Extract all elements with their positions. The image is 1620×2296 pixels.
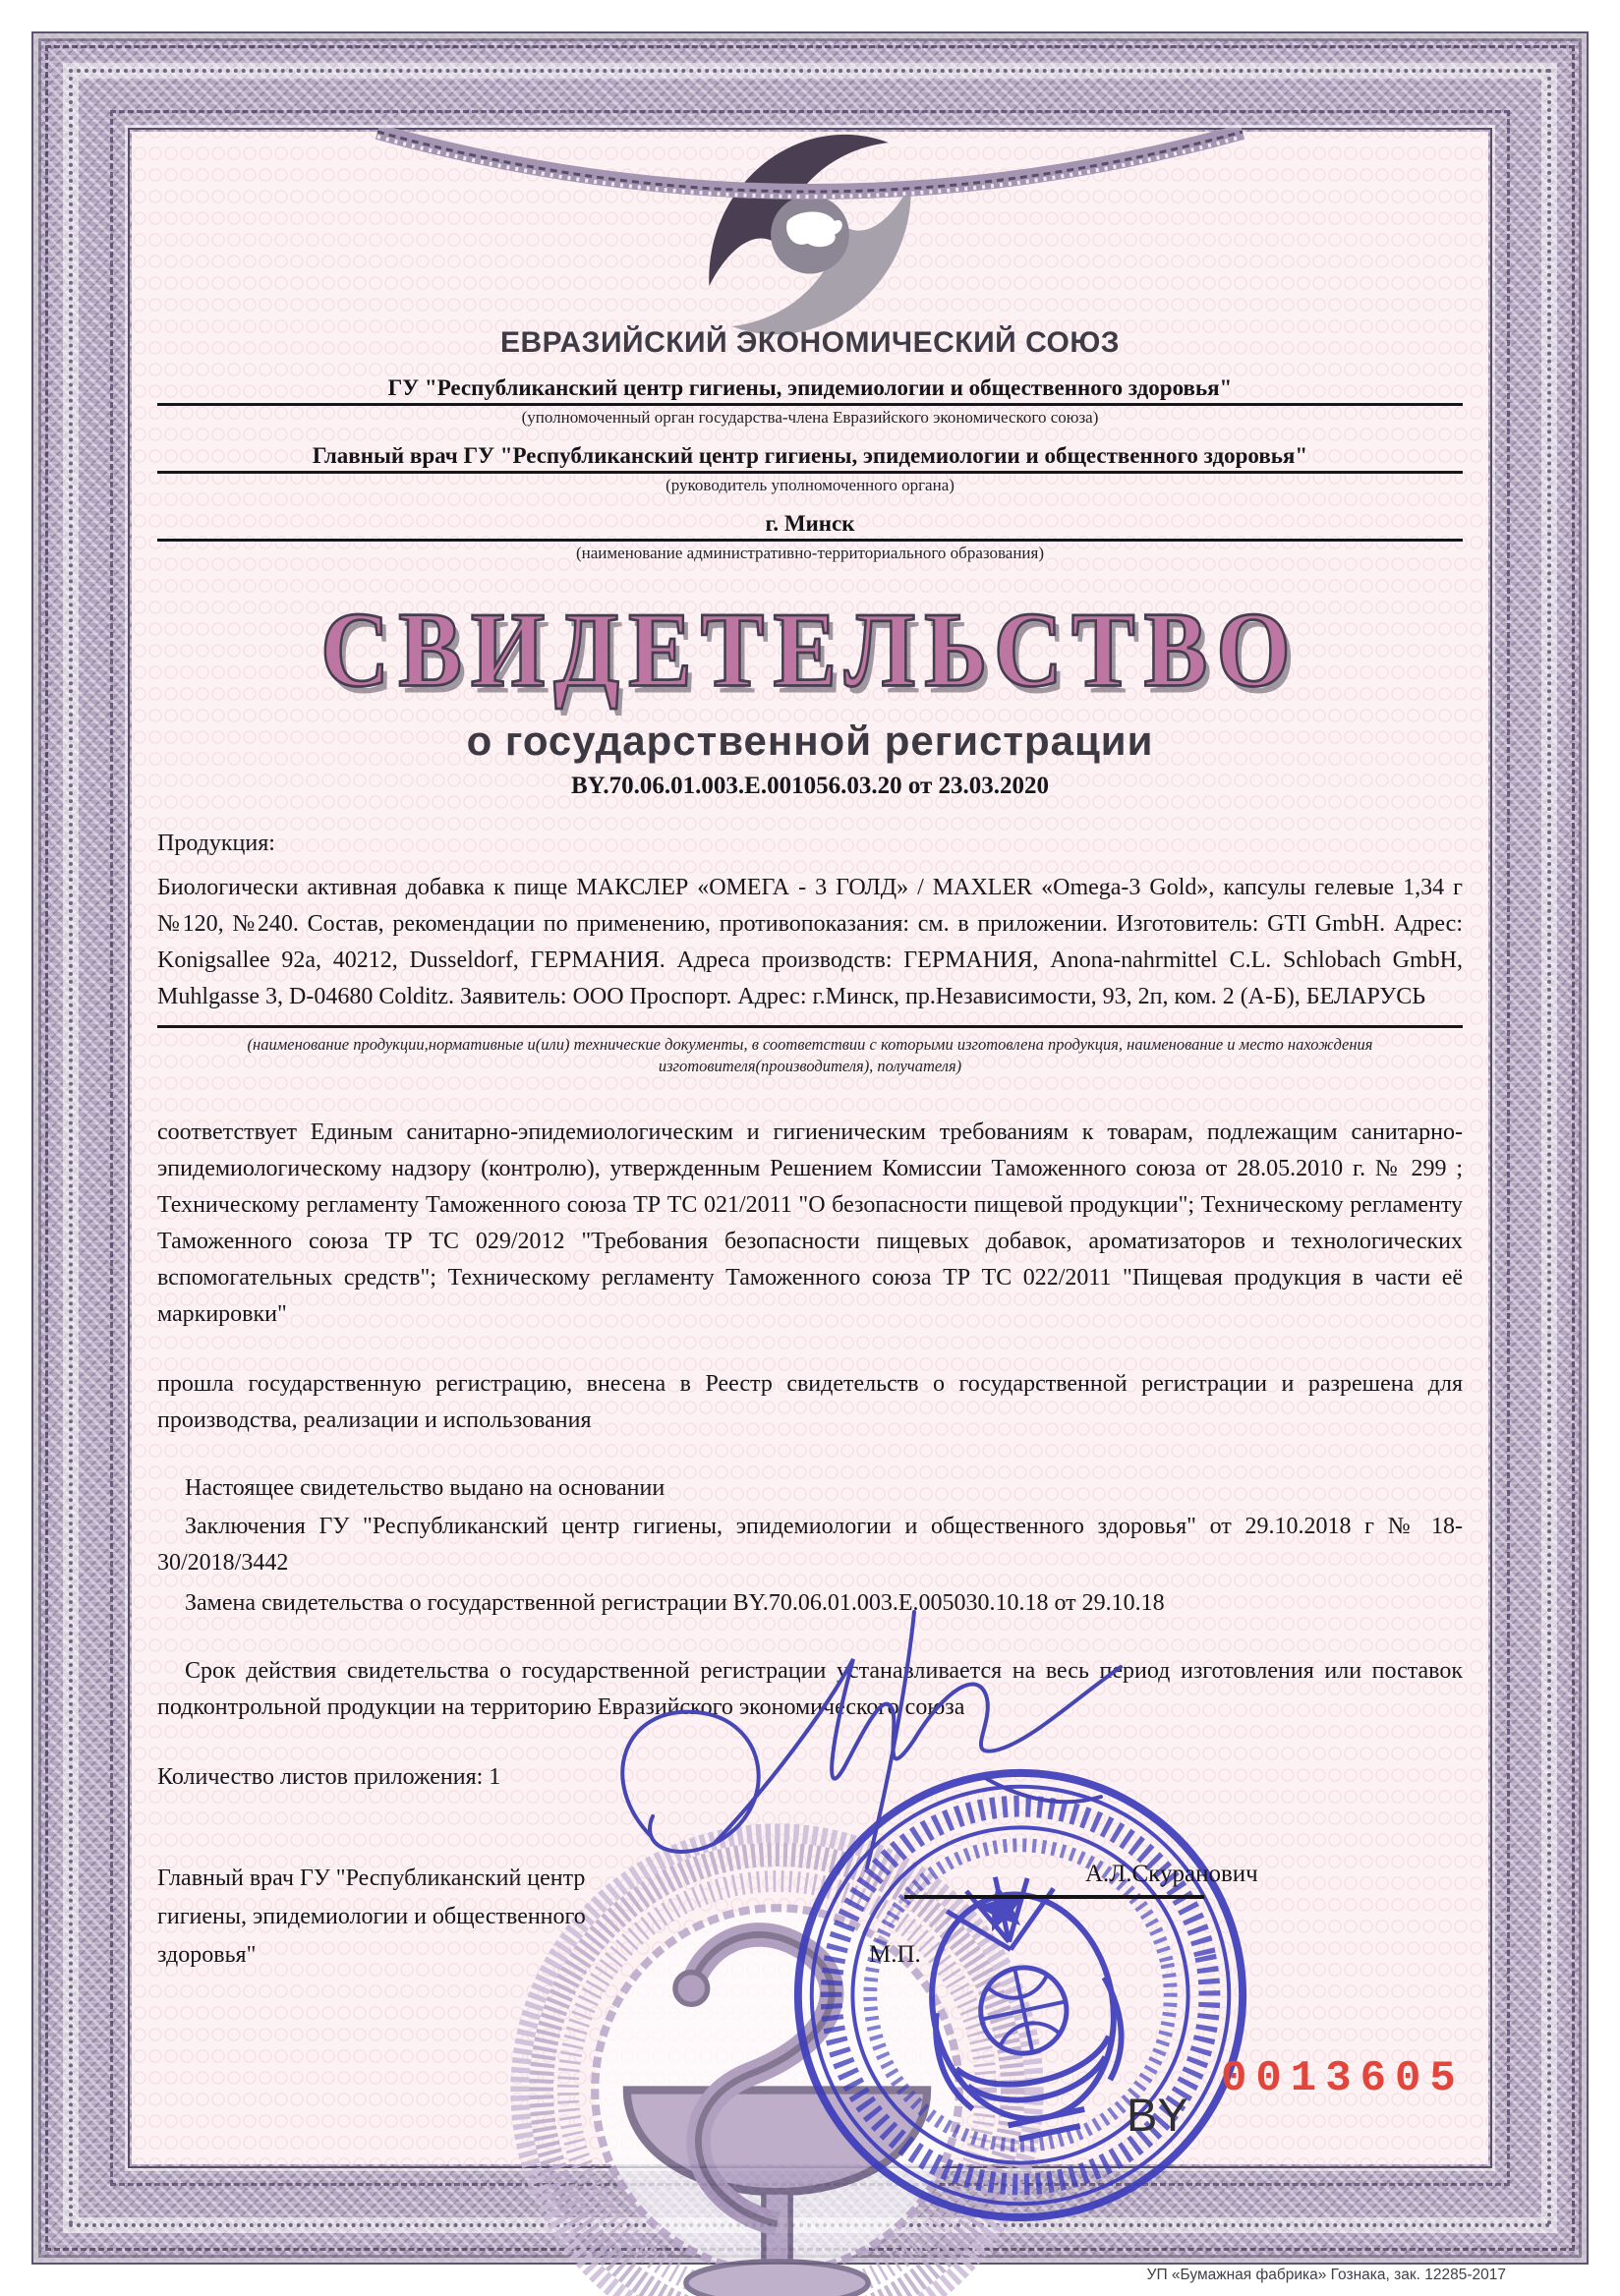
authority-head-field [157,443,1463,495]
product-caption: (наименование продукции,нормативные и(или) технические документы, в соответствии с которыми изготовлена продукция, наименование и место нахождения изготовителя(производителя), получателя) [247,1035,1373,1075]
city-name: г. Минск [765,511,855,536]
attachments-line: Количество листов приложения: 1 [157,1764,501,1790]
issuing-authority-field [157,375,1463,428]
issuing-authority-caption: (уполномоченный орган государства-члена Евразийского экономического союза) [521,408,1099,427]
document-title: СВИДЕТЕЛЬСТВО [320,591,1300,710]
authority-head-caption: (руководитель уполномоченного органа) [665,476,955,494]
seal-place-note: М.П. [869,1941,921,1968]
divider-line [157,1025,1463,1028]
city-caption: (наименование административно-территориального образования) [575,544,1045,562]
divider-line [157,471,1463,474]
authority-head-title: Главный врач ГУ "Республиканский центр гигиены, эпидемиологии и общественного здоровья" [312,443,1308,468]
compliance-paragraph: соответствует Единым санитарно-эпидемиологическим и гигиеническим требованиям к товарам, подлежащим санитарно-эпидемиологическому надзору (контролю), утвержденным Решением Комиссии Таможенного союза от 28.05.2010 г. № 299 ; Техническому регламенту Таможенного союза ТР ТС 021/2011 "О безопасности пищевой продукции"; Техническому регламенту Таможенного союза ТР ТС 029/2012 "Требования безопасности пищевых добавок, ароматизаторов и технологических вспомогательных средств"; Техническому регламенту Таможенного союза ТР ТС 022/2011 "Пищевая продукция в части её маркировки" [157,1119,1463,1327]
form-serial-number: 0013605 [1221,2054,1465,2103]
registration-paragraph: прошла государственную регистрацию, внесена в Реестр свидетельств о государственной регистрации и разрешена для производства, реализации и использования [157,1371,1463,1433]
basis-intro: Настоящее свидетельство выдано на основании [185,1475,665,1501]
document-subtitle: о государственной регистрации [466,718,1154,764]
union-name: ЕВРАЗИЙСКИЙ ЭКОНОМИЧЕСКИЙ СОЮЗ [499,326,1121,359]
basis-conclusion: Заключения ГУ "Республиканский центр гигиены, эпидемиологии и общественного здоровья" от 29.10.2018 г № 18-30/2018/3442 [157,1514,1463,1576]
basis-replacement: Замена свидетельства о государственной регистрации BY.70.06.01.003.E.005030.10.18 от 29.10.18 [185,1590,1165,1616]
printer-note: УП «Бумажная фабрика» Гознака, зак. 12285-2017 [1146,2267,1506,2283]
issuing-authority-name: ГУ "Республиканский центр гигиены, эпидемиологии и общественного здоровья" [387,375,1233,400]
divider-line [157,539,1463,542]
signatory-position: Главный врач ГУ "Республиканский центр гигиены, эпидемиологии и общественного здоровья" [157,1866,586,1968]
eaeu-logo-icon [663,118,957,342]
city-field [157,511,1463,563]
registration-number: BY.70.06.01.003.E.001056.03.20 от 23.03.2020 [570,773,1050,799]
validity-paragraph: Срок действия свидетельства о государственной регистрации устанавливается на весь период изготовления или поставок подконтрольной продукции на территорию Евразийского экономического союза [157,1658,1463,1720]
product-description: Биологически активная добавка к пище МАКСЛЕР «ОМЕГА - 3 ГОЛД» / MAXLER «Omega-3 Gold», капсулы гелевые 1,34 г №120, №240. Состав, рекомендации по применению, противопоказания: см. в приложении. Изготовитель: GTI GmbH. Адрес: Konigsallee 92a, 40212, Dusseldorf, ГЕРМАНИЯ. Адреса производств: ГЕРМАНИЯ, Anona-nahrmittel C.L. Schlobach GmbH, Muhlgasse 3, D-04680 Colditz. Заявитель: ООО Проспорт. Адрес: г.Минск, пр.Независимости, 93, 2п, ком. 2 (А-Б), БЕЛАРУСЬ [157,875,1463,1009]
divider-line [157,403,1463,406]
form-country-code: BY [1127,2089,1188,2141]
product-label: Продукция: [157,831,275,856]
signature-ink [590,1573,1140,1926]
signatory-name: А.Л.Скуранович [1085,1861,1258,1887]
